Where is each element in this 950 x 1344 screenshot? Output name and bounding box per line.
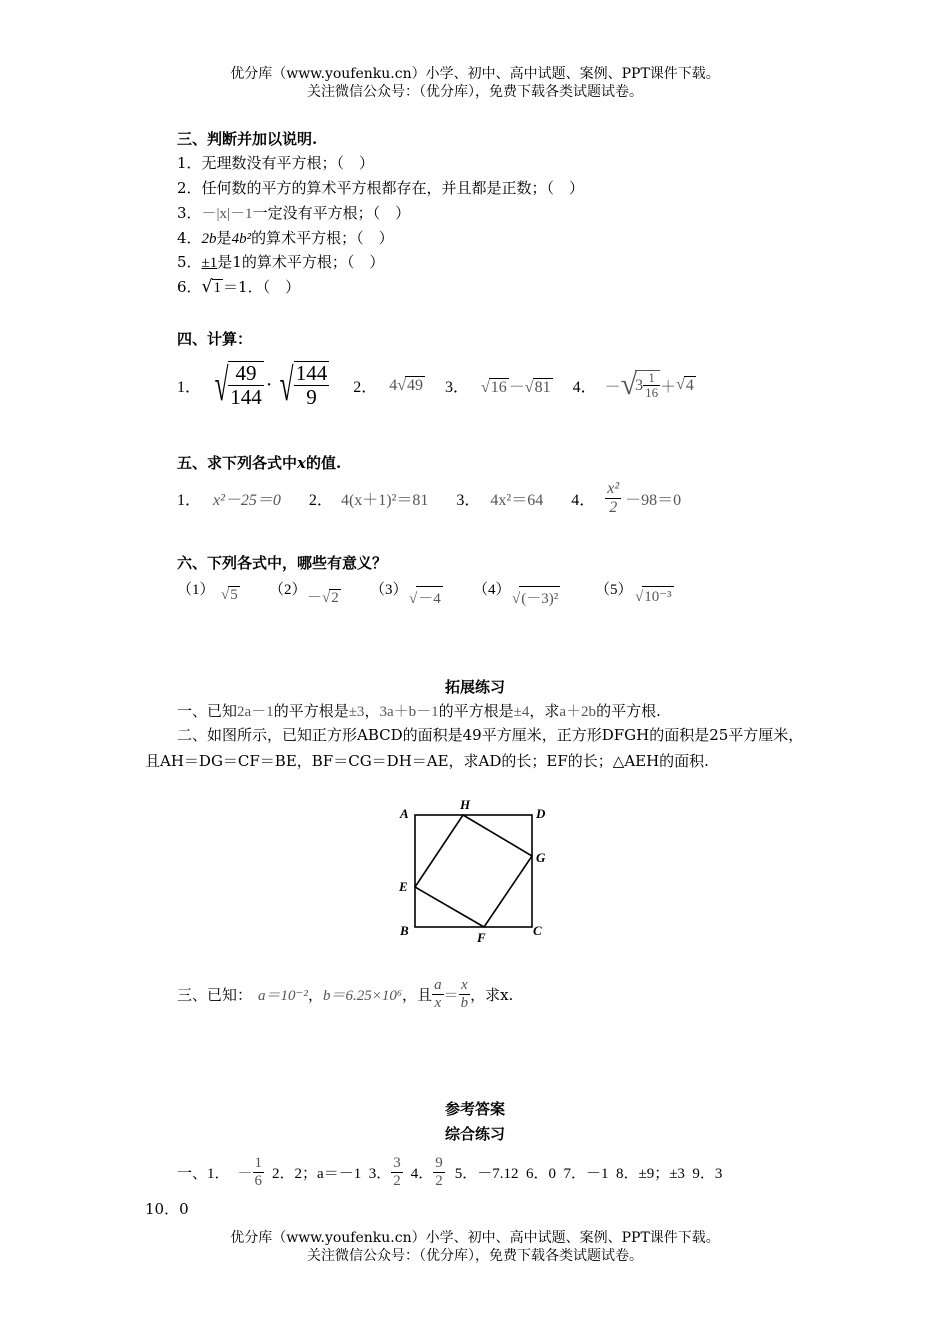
label-d: D [536,806,546,821]
footer-line-1: 优分库（www.youfenku.cn）小学、初中、高中试题、案例、PPT课件下载。 [230,1230,720,1246]
square-figure [390,796,560,948]
extension-title: 拓展练习 [444,678,505,696]
label-h: H [460,797,471,812]
section3-q2: 2．任何数的平方的算术平方根都存在，并且都是正数；（ ） [177,179,585,197]
calc1-fraction-a: $\frac{49}{144}$ [230,360,262,409]
section4-items: 1． √ $\frac{49}{144}$ · √ $\frac{144}{9}$ 2． 4√49 3． √16 －√81 4． － √ 3 $\frac{1}{16}$ ＋ √ 4 [177,359,694,410]
footer-line-2: 关注微信公众号：（优分库），免费下载各类试题试卷。 [307,1248,643,1264]
section5-title: 五、求下列各式中x的值. [177,454,342,472]
q3-expression: －|x|－1 [201,206,253,222]
section5-items: 1． x²－25＝0 2． 4(x＋1)²＝81 3． 4x²＝64 4． $\frac{\text{x²}}{2}$ －98＝0 [177,479,682,516]
calc3-expression: √16 －√81 [481,378,551,396]
section3-q6: 6．√1 ＝1．（ ） [177,277,301,297]
label-c: C [533,923,542,938]
answers-title: 参考答案 [444,1100,505,1118]
answers-line-1: 一、1． － $\frac{1}{6}$ 2．2；a＝－1 3． $\frac{3}{2}$ 4． $\frac{9}{2}$ 5．－7.12 6．0 7．－1 8．±9；±3 9．3 [177,1155,723,1189]
outer-square-abcd [415,815,532,927]
section3-title: 三、判断并加以说明. [177,130,318,148]
label-f: F [477,930,486,945]
header-line-1: 优分库（www.youfenku.cn）小学、初中、高中试题、案例、PPT课件下载。 [230,66,720,82]
label-a: A [400,806,409,821]
calc2-expression: 4√49 [389,376,423,394]
section3-q3: 3．－|x|－1一定没有平方根；（ ） [177,204,411,222]
section3-q1: 1．无理数没有平方根；（ ） [177,154,375,172]
calc1-fraction-b: $\frac{144}{9}$ [295,360,328,409]
extension-p3: 三、已知： a＝10⁻² ， b＝6.25×10⁶ ，且 $\frac{a}{x}$ ＝ $\frac{x}{b}$ ，求x. [177,977,514,1011]
label-e: E [399,879,408,894]
section4-title: 四、计算： [177,330,253,348]
calc4-expression: － √ 3 $\frac{1}{16}$ ＋ √ 4 [604,368,694,401]
extension-p1: 一、已知2a－1的平方根是±3，3a＋b－1的平方根是±4，求a＋2b的平方根. [177,702,661,720]
extension-p2: 二、如图所示，已知正方形ABCD的面积是49平方厘米，正方形DFGH的面积是25平方厘米，且AH＝DG＝CF＝BE，BF＝CG＝DH＝AE，求AD的长；EF的长；△AEH的面积. [145,726,804,770]
label-b: B [400,923,409,938]
answers-subtitle: 综合练习 [444,1125,505,1143]
header-line-2: 关注微信公众号：（优分库），免费下载各类试题试卷。 [307,84,643,100]
eq4-fraction: $\frac{\text{x²}}{2}$ [607,479,620,516]
inner-square-efgh [415,815,532,927]
section3-q5: 5．±1是1的算术平方根；（ ） [177,253,385,271]
section6-title: 六、下列各式中，哪些有意义？ [177,554,388,572]
answers-line-2: 10．0 [145,1200,189,1218]
section3-q4: 4．2b是4b²的算术平方根；（ ） [177,229,394,247]
label-g: G [536,850,546,865]
